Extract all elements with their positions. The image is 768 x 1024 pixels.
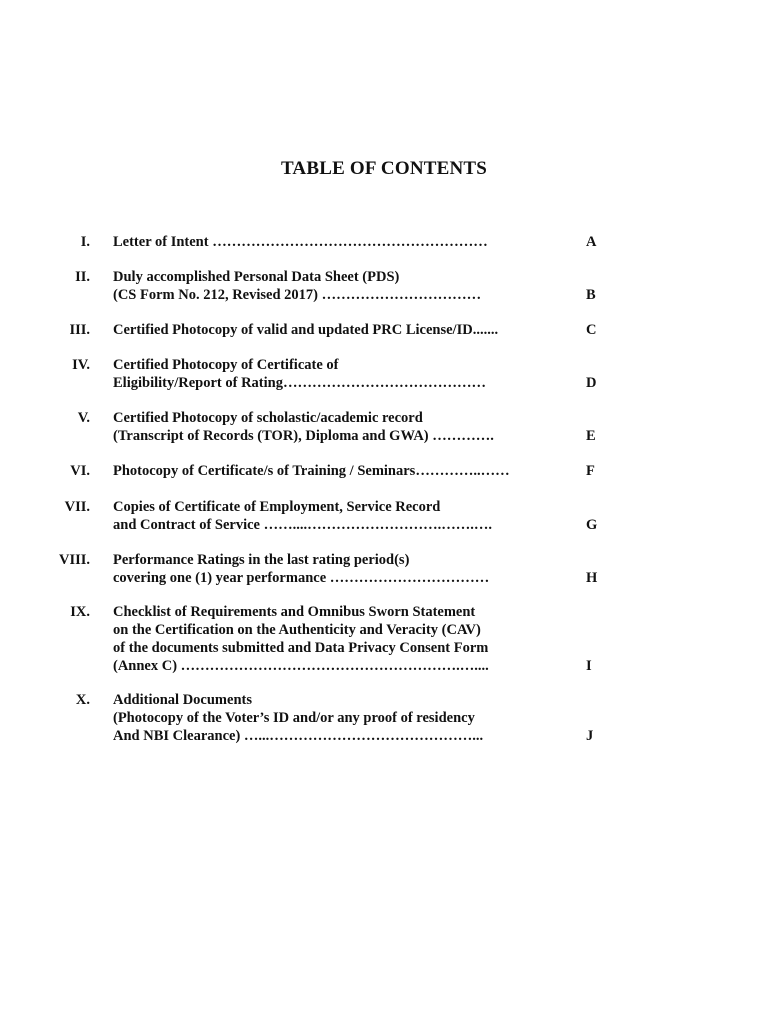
toc-line: Copies of Certificate of Employment, Service Record	[113, 499, 441, 515]
toc-description	[113, 321, 563, 339]
toc-numeral: VI.	[70, 463, 90, 479]
toc-description	[113, 462, 563, 480]
toc-annex-letter: C	[586, 322, 597, 338]
toc-numeral: V.	[77, 410, 90, 426]
toc-numeral: VIII.	[58, 552, 90, 568]
toc-line: covering one (1) year performance ……………………………	[113, 570, 490, 586]
page-title: TABLE OF CONTENTS	[280, 158, 488, 179]
toc-description	[113, 409, 563, 445]
toc-line: (Annex C) ………………………………………………….…....	[113, 658, 489, 674]
toc-annex-letter: E	[586, 428, 596, 444]
toc-description	[113, 603, 563, 675]
toc-numeral: I.	[80, 234, 90, 250]
toc-line: Performance Ratings in the last rating period(s)	[113, 552, 410, 568]
toc-annex-letter: A	[586, 234, 597, 250]
toc-numeral: II.	[75, 269, 90, 285]
toc-line: Additional Documents	[113, 692, 252, 708]
toc-line: Certified Photocopy of valid and updated PRC License/ID.......	[113, 322, 499, 338]
toc-description	[113, 691, 563, 745]
toc-line: Duly accomplished Personal Data Sheet (PDS)	[113, 269, 400, 285]
toc-annex-letter: G	[586, 517, 598, 533]
toc-numeral: VII.	[64, 499, 90, 515]
toc-line: and Contract of Service ……....……………………….…….….	[113, 517, 492, 533]
toc-line: Eligibility/Report of Rating……………………………………	[113, 375, 486, 391]
toc-description	[113, 551, 563, 587]
toc-description	[113, 498, 563, 534]
toc-line: (Photocopy of the Voter’s ID and/or any proof of residency	[113, 710, 475, 726]
toc-annex-letter: B	[586, 287, 596, 303]
toc-line: Certified Photocopy of Certificate of	[113, 357, 339, 373]
toc-line: Letter of Intent …………………………………………………	[113, 234, 488, 250]
toc-numeral: X.	[75, 692, 90, 708]
toc-line: of the documents submitted and Data Privacy Consent Form	[113, 640, 489, 656]
toc-annex-letter: J	[586, 728, 594, 744]
toc-line: Photocopy of Certificate/s of Training / Seminars…………..……	[113, 463, 510, 479]
toc-description	[113, 356, 563, 392]
toc-line: (CS Form No. 212, Revised 2017) ……………………………	[113, 287, 482, 303]
toc-description	[113, 268, 563, 304]
toc-numeral: III.	[69, 322, 90, 338]
toc-annex-letter: H	[586, 570, 598, 586]
toc-line: on the Certification on the Authenticity and Veracity (CAV)	[113, 622, 481, 638]
toc-line: (Transcript of Records (TOR), Diploma and GWA) ………….	[113, 428, 494, 444]
toc-line: Certified Photocopy of scholastic/academic record	[113, 410, 423, 426]
toc-numeral: IV.	[72, 357, 90, 373]
toc-line: Checklist of Requirements and Omnibus Sworn Statement	[113, 604, 476, 620]
toc-line: And NBI Clearance) …...……………………………………...	[113, 728, 484, 744]
toc-description	[113, 233, 563, 251]
toc-annex-letter: D	[586, 375, 597, 391]
toc-annex-letter: F	[586, 463, 595, 479]
toc-numeral: IX.	[70, 604, 90, 620]
toc-annex-letter: I	[586, 658, 592, 674]
